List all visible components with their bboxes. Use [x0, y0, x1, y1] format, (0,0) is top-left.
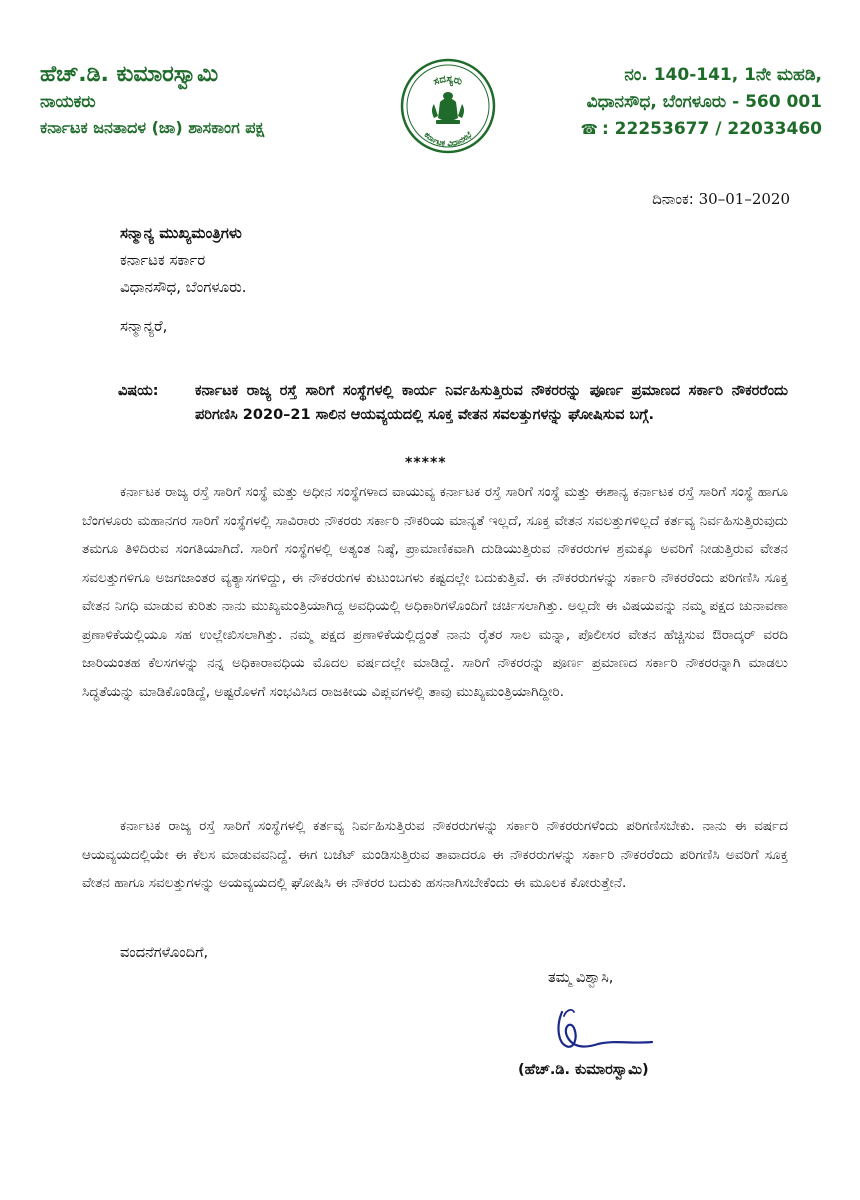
letter-date [652, 190, 790, 208]
recipient-block [120, 220, 247, 301]
letterhead-address [522, 62, 822, 144]
letterhead-sender [40, 62, 360, 140]
body-paragraph-2 [82, 812, 788, 898]
signatory-name: (ಹೆಚ್.ಡಿ. ಕುಮಾರಸ್ವಾಮಿ) [518, 1062, 649, 1078]
recipient-line-1: ಸನ್ಮಾನ್ಯ ಮುಖ್ಯಮಂತ್ರಿಗಳು [120, 224, 242, 242]
seal-top-text: ಸದಸ್ಯರು [431, 73, 464, 88]
subject-label: ವಿಷಯ: [118, 383, 159, 399]
phone-line [522, 116, 822, 144]
body-paragraph-1 [82, 478, 788, 706]
salutation: ಸನ್ಮಾನ್ಯರೆ, [120, 317, 168, 335]
svg-text:ಕರ್ನಾಟಕ ವಿಧಾನಸಭೆ [422, 130, 474, 148]
date-value: 30–01–2020 [698, 190, 790, 208]
recipient-line-3: ವಿಧಾನಸೌಧ, ಬೆಂಗಳೂರು. [120, 278, 247, 296]
address-line-2: ವಿಧಾನಸೌಧ, ಬೆಂಗಳೂರು - 560 001 [586, 92, 822, 112]
sender-party: ಕರ್ನಾಟಕ ಜನತಾದಳ (ಜಾ) ಶಾಸಕಾಂಗ ಪಕ್ಷ [40, 118, 265, 137]
paragraph-1-text: ಕರ್ನಾಟಕ ರಾಜ್ಯ ರಸ್ತೆ ಸಾರಿಗೆ ಸಂಸ್ಥೆ ಮತ್ತು ಅಧೀನ ಸಂಸ್ಥೆಗಳಾದ ವಾಯುವ್ಯ ಕರ್ನಾಟಕ ರಸ್ತೆ ಸಾರಿಗೆ ಸಂಸ್ಥೆ ಮತ್ತು ಈಶಾನ್ಯ ಕರ್ನಾಟಕ ರಸ್ತೆ ಸಾರಿಗೆ ಸಂಸ್ಥೆ ಹಾಗೂ ಬೆಂಗಳೂರು ಮಹಾನಗರ ಸಾರಿಗೆ ಸಂಸ್ಥೆಗಳಲ್ಲಿ ಸಾವಿರಾರು ನೌಕರರು ಸರ್ಕಾರಿ ನೌಕರಿಯ ಮಾನ್ಯತೆ ಇಲ್ಲದೆ, ಸೂಕ್ತ ವೇತನ ಸವಲತ್ತುಗಳಿಲ್ಲದೆ ಕರ್ತವ್ಯ ನಿರ್ವಹಿಸುತ್ತಿರುವುದು ತಮಗೂ ತಿಳಿದಿರುವ ಸಂಗತಿಯಾಗಿದೆ. ಸಾರಿಗೆ ಸಂಸ್ಥೆಗಳಲ್ಲಿ ಅತ್ಯಂತ ನಿಷ್ಠೆ, ಪ್ರಾಮಾಣಿಕವಾಗಿ ದುಡಿಯುತ್ತಿರುವ ನೌಕರರುಗಳ ಶ್ರಮಕ್ಕೂ ಅವರಿಗೆ ನೀಡುತ್ತಿರುವ ವೇತನ ಸವಲತ್ತುಗಳಿಗೂ ಅಜಗಜಾಂತರ ವ್ಯತ್ಯಾಸಗಳಿದ್ದು, ಈ ನೌಕರರುಗಳ ಕುಟುಂಬಗಳು ಕಷ್ಟದಲ್ಲೇ ಬದುಕುತ್ತಿವೆ. ಈ ನೌಕರರುಗಳನ್ನು ಸರ್ಕಾರಿ ನೌಕರರೆಂದು ಪರಿಗಣಿಸಿ ಸೂಕ್ತ ವೇತನ ನಿಗಧಿ ಮಾಡುವ ಕುರಿತು ನಾನು ಮುಖ್ಯಮಂತ್ರಿಯಾಗಿದ್ದ ಅವಧಿಯಲ್ಲಿ ಅಧಿಕಾರಿಗಳೊಂದಿಗೆ ಚರ್ಚಿಸಲಾಗಿತ್ತು. ಅಲ್ಲದೇ ಈ ವಿಷಯವನ್ನು ನಮ್ಮ ಪಕ್ಷದ ಚುನಾವಣಾ ಪ್ರಣಾಳಿಕೆಯಲ್ಲಿಯೂ ಸಹ ಉಲ್ಲೇಖಿಸಲಾಗಿತ್ತು. ನಮ್ಮ ಪಕ್ಷದ ಪ್ರಣಾಳಿಕೆಯಲ್ಲಿದ್ದಂತೆ ನಾನು ರೈತರ ಸಾಲ ಮನ್ನಾ, ಪೊಲೀಸರ ವೇತನ ಹೆಚ್ಚಿಸುವ ಔರಾದ್ಕರ್ ವರದಿ ಜಾರಿಯಂತಹ ಕೆಲಸಗಳನ್ನು ನನ್ನ ಅಧಿಕಾರಾವಧಿಯ ಮೊದಲ ವರ್ಷದಲ್ಲೇ ಮಾಡಿದ್ದೆ. ಸಾರಿಗೆ ನೌಕರರನ್ನು ಪೂರ್ಣ ಪ್ರಮಾಣದ ಸರ್ಕಾರಿ ನೌಕರರನ್ನಾಗಿ ಮಾಡಲು ಸಿದ್ಧತೆಯನ್ನು ಮಾಡಿಕೊಂಡಿದ್ದೆ, ಅಷ್ಟರೊಳಗೆ ಸಂಭವಿಸಿದ ರಾಜಕೀಯ ವಿಪ್ಲವಗಳಲ್ಲಿ ತಾವು ಮುಖ್ಯಮಂತ್ರಿಯಾಗಿದ್ದೀರಿ. [82, 484, 788, 700]
recipient-line-2: ಕರ್ನಾಟಕ ಸರ್ಕಾರ [120, 251, 206, 269]
yours-faithfully: ತಮ್ಮ ವಿಶ್ವಾಸಿ, [548, 970, 614, 986]
assembly-seal-icon [400, 58, 496, 154]
subject-block [118, 379, 788, 427]
phone-numbers: : 22253677 / 22033460 [601, 119, 822, 139]
address-line-1: ನಂ. 140-141, 1ನೇ ಮಹಡಿ, [624, 65, 822, 85]
emblem-icon [432, 92, 464, 124]
subject-text: ಕರ್ನಾಟಕ ರಾಜ್ಯ ರಸ್ತೆ ಸಾರಿಗೆ ಸಂಸ್ಥೆಗಳಲ್ಲಿ ಕಾರ್ಯ ನಿರ್ವಹಿಸುತ್ತಿರುವ ನೌಕರರನ್ನು ಪೂರ್ಣ ಪ್ರಮಾಣದ ಸರ್ಕಾರಿ ನೌಕರರೆಂದು ಪರಿಗಣಿಸಿ 2020–21 ಸಾಲಿನ ಆಯವ್ಯಯದಲ್ಲಿ ಸೂಕ್ತ ವೇತನ ಸವಲತ್ತುಗಳನ್ನು ಘೋಷಿಸುವ ಬಗ್ಗೆ. [195, 383, 788, 423]
closing-greeting: ವಂದನೆಗಳೊಂದಿಗೆ, [120, 945, 209, 961]
sender-role: ನಾಯಕರು [40, 92, 96, 112]
paragraph-2-text: ಕರ್ನಾಟಕ ರಾಜ್ಯ ರಸ್ತೆ ಸಾರಿಗೆ ಸಂಸ್ಥೆಗಳಲ್ಲಿ ಕರ್ತವ್ಯ ನಿರ್ವಹಿಸುತ್ತಿರುವ ನೌಕರರುಗಳನ್ನು ಸರ್ಕಾರಿ ನೌಕರರುಗಳೆಂದು ಪರಿಗಣಿಸಬೇಕು. ನಾನು ಈ ವರ್ಷದ ಆಯವ್ಯಯದಲ್ಲಿಯೇ ಈ ಕೆಲಸ ಮಾಡುವವನಿದ್ದೆ. ಈಗ ಬಜೆಟ್ ಮಂಡಿಸುತ್ತಿರುವ ತಾವಾದರೂ ಈ ನೌಕರರುಗಳನ್ನು ಸರ್ಕಾರಿ ನೌಕರರೆಂದು ಪರಿಗಣಿಸಿ ಅವರಿಗೆ ಸೂಕ್ತ ವೇತನ ಹಾಗೂ ಸವಲತ್ತುಗಳನ್ನು ಅಯವ್ಯಯದಲ್ಲಿ ಘೋಷಿಸಿ ಈ ನೌಕರರ ಬದುಕು ಹಸನಾಗಿಸಬೇಕೆಂದು ಈ ಮೂಲಕ ಕೋರುತ್ತೇನೆ. [82, 818, 788, 891]
separator: ***** [405, 455, 447, 471]
date-label: ದಿನಾಂಕ: [652, 190, 694, 208]
seal-bottom-text: ಕರ್ನಾಟಕ ವಿಧಾನಸಭೆ [422, 130, 474, 149]
telephone-icon: ☎ [580, 122, 598, 138]
svg-text:ಸದಸ್ಯರು [432, 74, 464, 88]
handwritten-signature [548, 998, 668, 1058]
sender-name: ಹೆಚ್.ಡಿ. ಕುಮಾರಸ್ವಾಮಿ [40, 62, 219, 87]
